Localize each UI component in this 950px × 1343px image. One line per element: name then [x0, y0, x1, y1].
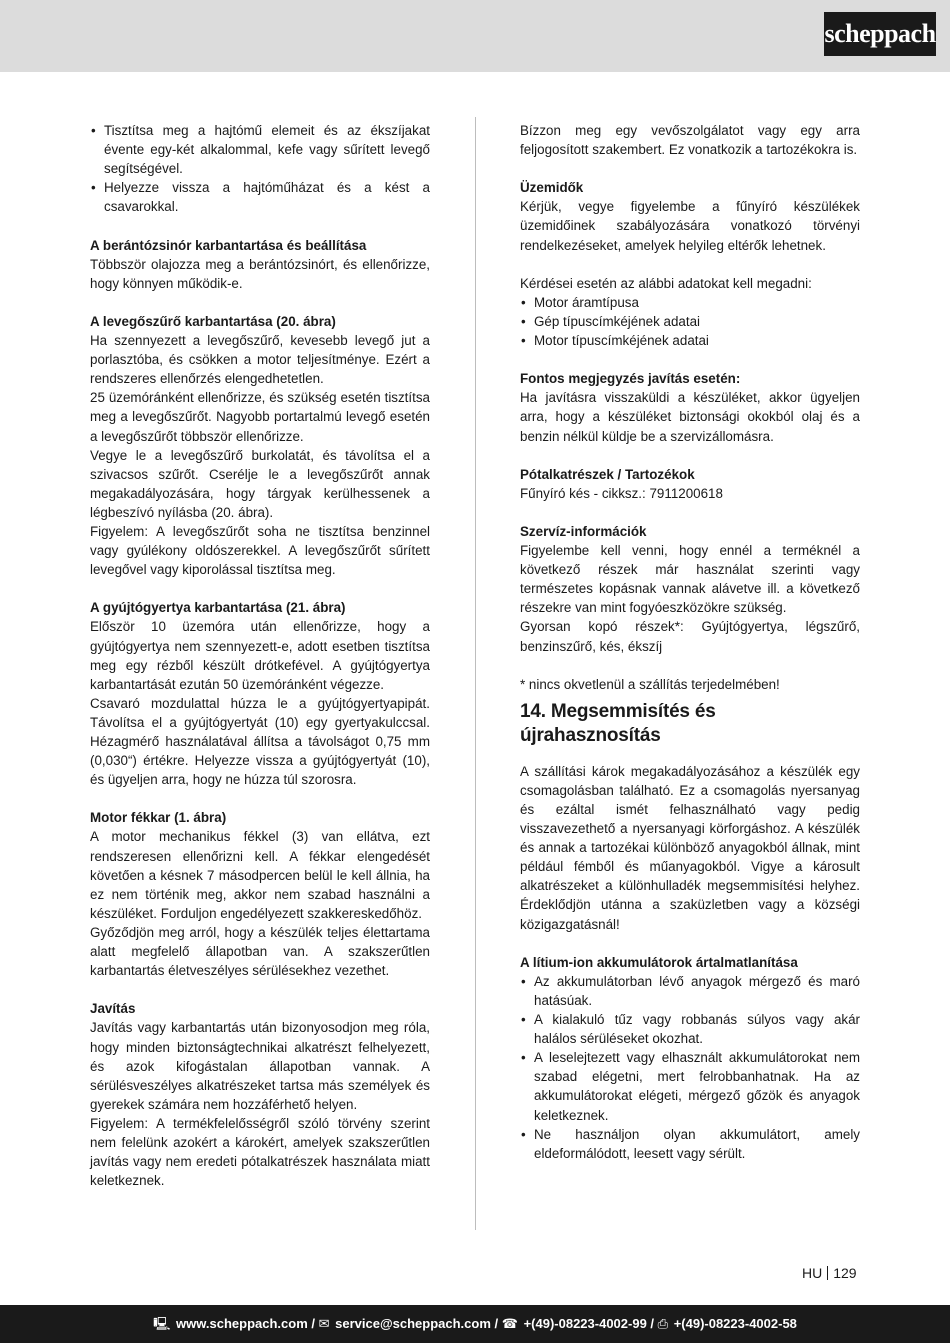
text-spark-plug-2: Csavaró mozdulattal húzza le a gyújtógyertyapipát. Távolítsa el a gyújtógyertyát (10) egy gyertyakulccsal. Hézagmérő használatával állítsa a távolságot 0,75 mm (0,030“) értékre. Helyezze vissza a gyújtógyertyát (10), és ügyeljen arra, hogy ne húzza túl szorosra. — [90, 695, 430, 788]
heading-air-filter: A levegőszűrő karbantartása (20. ábra) — [90, 313, 336, 329]
text-air-filter-3: Vegye le a levegőszűrő burkolatát, és távolítsa el a szivacsos szűrőt. Cserélje le a levegőszűrőt annak megakadályozására, hogy tárgyak kerülhessenek a légbeszívó nyílásba (20. ábra). — [90, 447, 430, 520]
list-item: • A kialakuló tűz vagy robbanás súlyos vagy akár halálos sérüléseket okozhat. — [520, 1010, 860, 1048]
text-footnote: * nincs okvetlenül a szállítás terjedelmében! — [520, 676, 780, 692]
header-band — [0, 0, 950, 72]
list-item: • Tisztítsa meg a hajtómű elemeit és az ékszíjakat évente egy-két alkalommal, kefe vagy sűrített levegő segítségével. — [90, 121, 430, 178]
list-item: • Ne használjon olyan akkumulátort, amely eldeformálódott, leesett vagy sérült. — [520, 1125, 860, 1163]
text-brake-lever-2: Győződjön meg arról, hogy a készülék teljes élettartama alatt megfelelő állapotban van. A szakszerűtlen karbantartás életveszélyes sérülésekhez vezethet. — [90, 924, 430, 979]
text-spare-parts: Fűnyíró kés - cikksz.: 7911200618 — [520, 485, 723, 501]
text-air-filter-4: Figyelem: A levegőszűrőt soha ne tisztítsa benzinnel vagy gyúlékony oldószerekkel. A levegőszűrőt sűrített levegővel vagy kiporolással tisztítsa meg. — [90, 523, 430, 578]
chapter-title: 14. Megsemmisítés és újrahasznosítás — [520, 700, 716, 746]
heading-battery-disposal: A lítium-ion akkumulátorok ártalmatlanítása — [520, 954, 798, 970]
text-brake-lever-1: A motor mechanikus fékkel (3) van ellátva, ezt rendszeresen ellenőrizni kell. A fékkar elengedését követően a késnek 7 másodpercen belül le kell állnia, ha ez nem történik meg, akkor nem szabad használni a készüléket. Forduljon engedélyezett szakkereskedőhöz. — [90, 829, 430, 921]
footer-phone: +(49)-08223-4002-99 / — [523, 1316, 655, 1331]
heading-spare-parts: Pótalkatrészek / Tartozékok — [520, 466, 695, 482]
left-column — [90, 121, 430, 1190]
text-service-info-2: Gyorsan kopó részek*: Gyújtógyertya, légszűrő, benzinszűrő, kés, ékszíj — [520, 619, 860, 654]
heading-repair: Javítás — [90, 1001, 136, 1017]
text-operating-times: Kérjük, vegye figyelembe a fűnyíró készülékek üzemidőinek szabályozására vonatkozó törvényi rendelkezéseket, amelyek helyileg eltérők lehetnek. — [520, 199, 860, 253]
text-air-filter-1: Ha szennyezett a levegőszűrő, kevesebb levegő jut a porlasztóba, és csökken a motor teljesítménye. Ezért a rendszeres ellenőrzés elengedhetetlen. — [90, 333, 430, 387]
text-spark-plug-1: Először 10 üzemóra után ellenőrizze, hogy a gyújtógyertya nem szennyezett-e, adott esetben tisztítsa meg egy rézből készült drótkefével. A gyújtógyertya karbantartását ezután 50 üzemóránként végezze. — [90, 619, 430, 692]
heading-repair-note: Fontos megjegyzés javítás esetén: — [520, 371, 741, 387]
brand-logo: scheppach — [824, 12, 936, 56]
text-pull-cord: Többször olajozza meg a berántózsinórt, és ellenőrizze, hogy könnyen működik-e. — [90, 256, 430, 291]
page-language: HU — [802, 1265, 823, 1281]
column-divider — [475, 117, 476, 1230]
fax-icon: ⎙ — [657, 1316, 669, 1331]
heading-pull-cord: A berántózsinór karbantartása és beállítása — [90, 237, 367, 253]
list-required-data — [520, 293, 860, 350]
list-item: • Az akkumulátorban lévő anyagok mérgező és maró hatásúak. — [520, 972, 860, 1010]
text-questions: Kérdései esetén az alábbi adatokat kell megadni: — [520, 275, 812, 291]
footer-web[interactable]: www.scheppach.com / — [176, 1316, 315, 1331]
right-column — [520, 121, 860, 1163]
computer-icon: 🖳 — [153, 1316, 171, 1331]
footer-fax: +(49)-08223-4002-58 — [673, 1316, 797, 1331]
heading-brake-lever: Motor fékkar (1. ábra) — [90, 810, 227, 826]
list-item: • Motor típuscímkéjének adatai — [520, 331, 860, 350]
text-repair-note: Ha javításra visszaküldi a készüléket, akkor ügyeljen arra, hogy a készüléket biztonsági okokból olaj és a benzin nélkül küldje be a szervizállomásra. — [520, 390, 860, 444]
text-repair-1: Javítás vagy karbantartás után bizonyosodjon meg róla, hogy minden biztonságtechnikai alkatrészt felhelyezett, és azok kifogástalan állapotban vannak. A sérülésveszélyes alkatrészeket tartsa más személyek és gyerekek számára nem hozzáférhető helyen. — [90, 1020, 430, 1112]
list-item: • Motor áramtípusa — [520, 293, 860, 312]
heading-spark-plug: A gyújtógyertya karbantartása (21. ábra) — [90, 600, 346, 616]
text-intro: Bízzon meg egy vevőszolgálatot vagy egy arra feljogosított szakembert. Ez vonatkozik a tartozékokra is. — [520, 123, 860, 158]
text-disposal: A szállítási károk megakadályozásához a készülék egy csomagolásban található. Ez a csomagolás nyersanyag és ezáltal ismét felhasználható vagy pedig visszavezethető a nyersanyagi körforgáshoz. A készülék és annak a tartozékai különböző anyagokból állnak, mint például fémből és műanyagokból. Vigye a károsult alkatrészeket a különhulladék megsemmisítési helyhez. Érdeklődjön utánna a szaküzletben vagy a községi közigazgatásnál! — [520, 763, 860, 932]
footer-mail[interactable]: service@scheppach.com / — [335, 1316, 499, 1331]
text-repair-2: Figyelem: A termékfelelősségről szóló törvény szerint nem felelünk azokért a károkért, amelyek szakszerűtlen javítás vagy nem eredeti pótalkatrészek használata miatt keletkeznek. — [90, 1115, 430, 1189]
mail-icon: ✉ — [318, 1316, 330, 1331]
text-air-filter-2: 25 üzemóránként ellenőrizze, és szükség esetén tisztítsa meg a levegőszűrőt. Nagyobb portartalmú levegő esetén a levegőszűrőt többször ellenőrizze. — [90, 390, 430, 444]
heading-service-info: Szervíz-információk — [520, 523, 647, 539]
page-number — [802, 1264, 857, 1282]
page-number-value: 129 — [833, 1265, 857, 1281]
list-item: • Helyezze vissza a hajtóműházat és a kést a csavarokkal. — [90, 178, 430, 216]
list-battery-warnings — [520, 972, 860, 1163]
page-separator — [827, 1266, 828, 1280]
list-item: • A leselejtezett vagy elhasznált akkumulátorokat nem szabad elégetni, mert felrobbanhatnak. Ha az akkumulátorokat elégeti, mérgező gőzök és anyagok keletkeznek. — [520, 1048, 860, 1124]
phone-icon: ☎ — [501, 1316, 518, 1331]
text-service-info-1: Figyelembe kell venni, hogy ennél a terméknél a következő részek már használat szerinti vagy természetes kopásnak vannak alávetve ill. a következő részekre van mint fogyóeszközökre szükség. — [520, 543, 860, 616]
list-item: • Gép típuscímkéjének adatai — [520, 312, 860, 331]
list-maintenance-drive — [90, 121, 430, 216]
heading-operating-times: Üzemidők — [520, 180, 584, 196]
footer-band — [0, 1305, 950, 1343]
